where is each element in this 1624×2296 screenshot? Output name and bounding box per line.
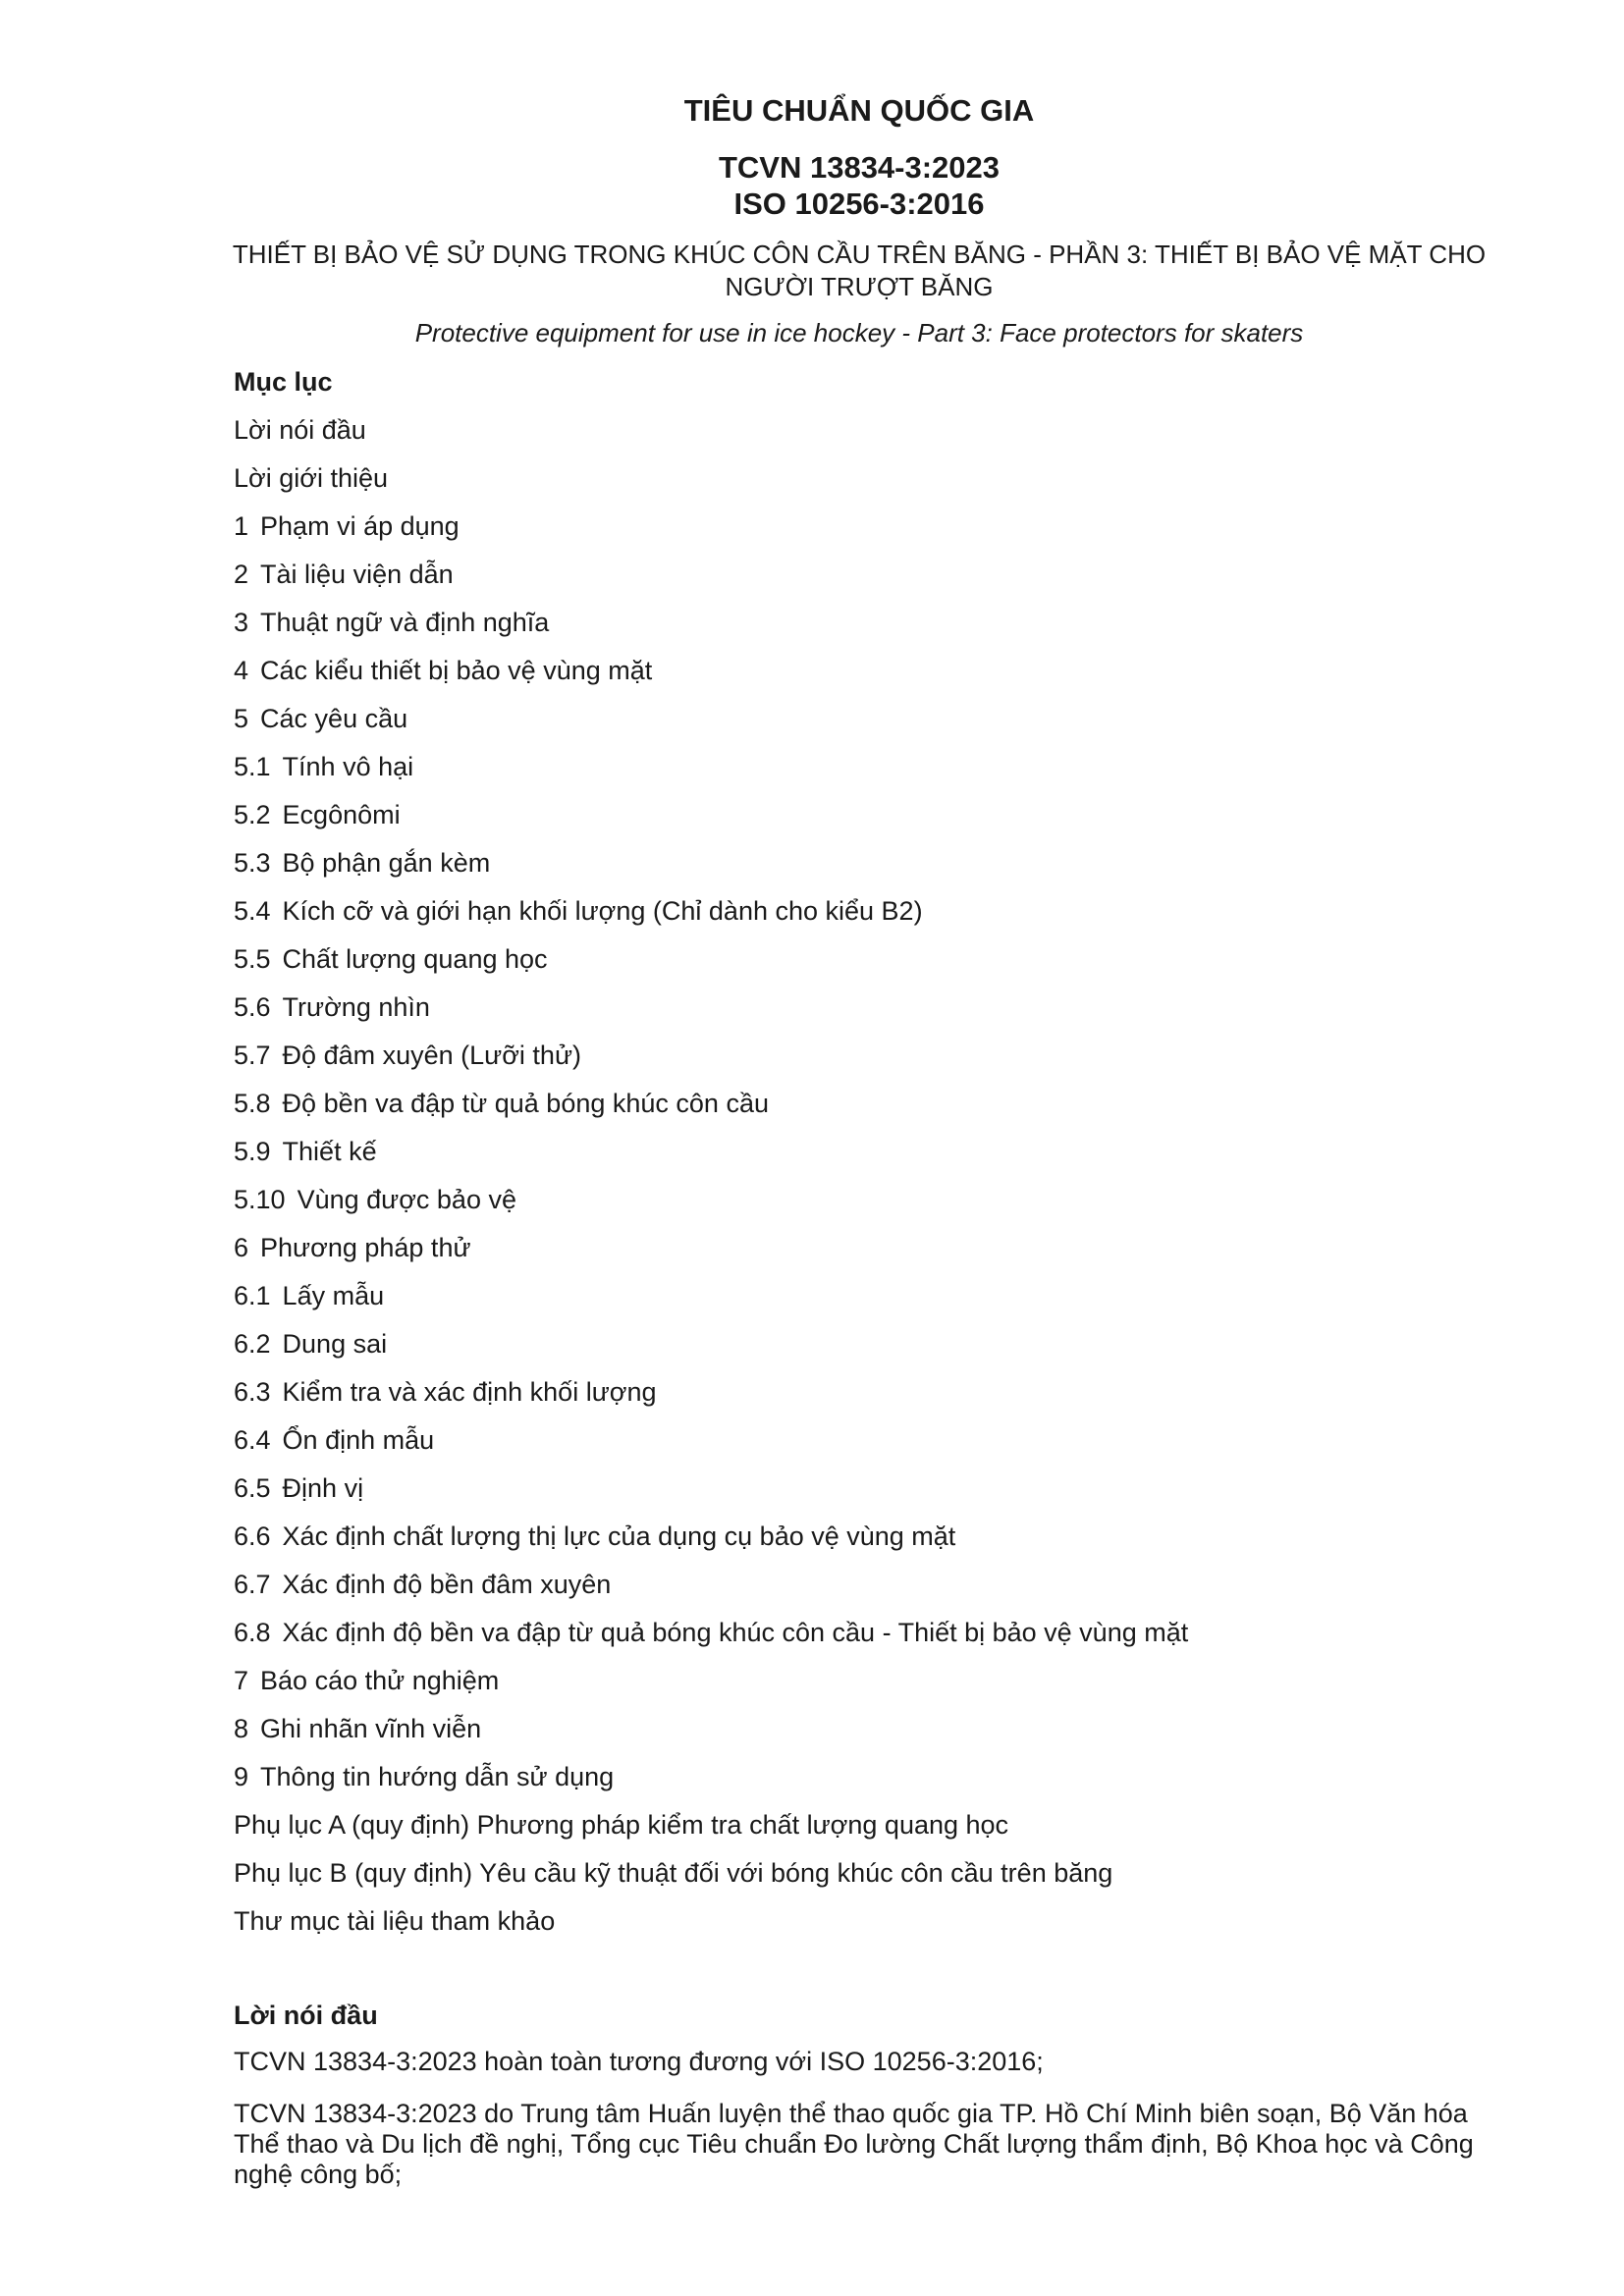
toc-entry[interactable] — [234, 1566, 1490, 1614]
toc-entry-label: Báo cáo thử nghiệm — [260, 1666, 500, 1695]
toc-entry-label: Thuật ngữ và định nghĩa — [260, 608, 550, 637]
toc-entry-label: Chất lượng quang học — [282, 944, 548, 974]
toc-entry-label: Độ bền va đập từ quả bóng khúc côn cầu — [282, 1089, 769, 1118]
toc-entry-label: Phạm vi áp dụng — [260, 511, 460, 541]
toc-entry[interactable] — [234, 1854, 1490, 1902]
toc-entry-label: Định vị — [282, 1473, 364, 1503]
toc-entry-label: Lấy mẫu — [282, 1281, 385, 1310]
toc-entry-number: 6.4 — [234, 1425, 271, 1455]
toc-entry-number: 5.10 — [234, 1185, 286, 1214]
toc-entry-label: Kiểm tra và xác định khối lượng — [282, 1377, 657, 1407]
toc-entry-number: 5.4 — [234, 896, 271, 926]
toc-entry-number: 2 — [234, 560, 249, 589]
tcvn-code: TCVN 13834-3:2023 — [718, 150, 1001, 185]
toc-entry-label: Độ đâm xuyên (Lưỡi thử) — [282, 1041, 582, 1070]
toc-entry[interactable] — [234, 604, 1490, 652]
toc-entry-label: Lời giới thiệu — [234, 463, 388, 493]
toc-entry-number: 5.3 — [234, 848, 271, 878]
toc-entry-number: 3 — [234, 608, 249, 637]
toc-entry-number: 6.8 — [234, 1618, 271, 1647]
toc-entry-number: 6.2 — [234, 1329, 271, 1359]
toc-entry-number: 6.6 — [234, 1522, 271, 1551]
toc-entry-number: 1 — [234, 511, 249, 541]
toc-entry[interactable] — [234, 1325, 1490, 1373]
toc-entry-number: 6 — [234, 1233, 249, 1262]
toc-entry[interactable] — [234, 1614, 1490, 1662]
toc-entry[interactable] — [234, 1806, 1490, 1854]
toc-entry-number: 4 — [234, 656, 249, 685]
toc-entry-label: Bộ phận gắn kèm — [282, 848, 491, 878]
toc-entry-label: Phụ lục A (quy định) Phương pháp kiểm tra chất lượng quang học — [234, 1810, 1009, 1840]
toc-entry[interactable] — [234, 844, 1490, 892]
document-title: THIẾT BỊ BẢO VỆ SỬ DỤNG TRONG KHÚC CÔN CẦU TRÊN BĂNG - PHẦN 3: THIẾT BỊ BẢO VỆ MẶT CHO NGƯỜI TRƯỢT BĂNG — [232, 240, 1487, 301]
toc-entry-label: Ổn định mẫu — [282, 1425, 435, 1455]
toc-entry-number: 5.5 — [234, 944, 271, 974]
toc-entry-label: Thông tin hướng dẫn sử dụng — [260, 1762, 615, 1791]
standard-type-heading: TIÊU CHUẨN QUỐC GIA — [683, 93, 1035, 128]
toc-entry-label: Lời nói đầu — [234, 415, 366, 445]
toc-entry-number: 6.5 — [234, 1473, 271, 1503]
toc-entry-number: 5.6 — [234, 992, 271, 1022]
toc-entry[interactable] — [234, 988, 1490, 1037]
toc-entry-label: Tài liệu viện dẫn — [260, 560, 454, 589]
toc-entry[interactable] — [234, 700, 1490, 748]
toc-entry-number: 5.1 — [234, 752, 271, 781]
toc-entry-label: Phương pháp thử — [260, 1233, 471, 1262]
toc-entry-number: 5.2 — [234, 800, 271, 829]
toc-entry[interactable] — [234, 748, 1490, 796]
toc-entry[interactable] — [234, 1373, 1490, 1421]
toc-entry-number: 5 — [234, 704, 249, 733]
document-title-english: Protective equipment for use in ice hockey - Part 3: Face protectors for skaters — [414, 318, 1304, 347]
toc-entry-label: Thư mục tài liệu tham khảo — [234, 1906, 556, 1936]
toc-entry-number: 6.3 — [234, 1377, 271, 1407]
toc-entry-number: 5.7 — [234, 1041, 271, 1070]
toc-entry[interactable] — [234, 1662, 1490, 1710]
toc-entry-number: 5.8 — [234, 1089, 271, 1118]
toc-entry[interactable] — [234, 1037, 1490, 1085]
toc-entry-label: Xác định chất lượng thị lực của dụng cụ bảo vệ vùng mặt — [282, 1522, 956, 1551]
toc-entry-number: 6.7 — [234, 1570, 271, 1599]
toc-entry-label: Tính vô hại — [282, 752, 414, 781]
toc-entry-number: 9 — [234, 1762, 249, 1791]
toc-heading: Mục lục — [234, 367, 333, 397]
toc-entry-label: Thiết kế — [282, 1137, 377, 1166]
toc-entry[interactable] — [234, 1421, 1490, 1469]
toc-entry[interactable] — [234, 1229, 1490, 1277]
toc-entry-label: Ghi nhãn vĩnh viễn — [260, 1714, 482, 1743]
toc-entry[interactable] — [234, 1710, 1490, 1758]
foreword-paragraph: TCVN 13834-3:2023 do Trung tâm Huấn luyện thể thao quốc gia TP. Hồ Chí Minh biên soạn, Bộ Văn hóa Thể thao và Du lịch đề nghị, Tổng cục Tiêu chuẩn Đo lường Chất lượng thẩm định, Bộ Khoa học và Công nghệ công bố; — [234, 2099, 1474, 2189]
toc-entry-label: Xác định độ bền đâm xuyên — [282, 1570, 612, 1599]
toc-entry[interactable] — [234, 940, 1490, 988]
toc-entry-label: Kích cỡ và giới hạn khối lượng (Chỉ dành cho kiểu B2) — [282, 896, 923, 926]
toc-entry-label: Xác định độ bền va đập từ quả bóng khúc côn cầu - Thiết bị bảo vệ vùng mặt — [282, 1618, 1189, 1647]
toc-entry-number: 6.1 — [234, 1281, 271, 1310]
toc-entry[interactable] — [234, 1902, 1490, 1950]
toc-entry[interactable] — [234, 1469, 1490, 1518]
toc-entry[interactable] — [234, 411, 1490, 459]
toc-entry-label: Vùng được bảo vệ — [297, 1185, 516, 1214]
toc-entry[interactable] — [234, 1181, 1490, 1229]
toc-entry[interactable] — [234, 1277, 1490, 1325]
toc-entry[interactable] — [234, 556, 1490, 604]
toc-entry[interactable] — [234, 652, 1490, 700]
toc-entry[interactable] — [234, 892, 1490, 940]
toc-entry[interactable] — [234, 1518, 1490, 1566]
table-of-contents — [234, 411, 1490, 1950]
toc-entry[interactable] — [234, 1758, 1490, 1806]
toc-entry[interactable] — [234, 459, 1490, 507]
toc-entry[interactable] — [234, 507, 1490, 556]
toc-entry[interactable] — [234, 796, 1490, 844]
foreword-paragraph: TCVN 13834-3:2023 hoàn toàn tương đương với ISO 10256-3:2016; — [234, 2047, 1044, 2076]
toc-entry-label: Các kiểu thiết bị bảo vệ vùng mặt — [260, 656, 653, 685]
toc-entry-label: Các yêu cầu — [260, 704, 408, 733]
standard-codes — [226, 149, 1492, 222]
toc-entry-number: 7 — [234, 1666, 249, 1695]
toc-entry-label: Dung sai — [282, 1329, 388, 1359]
foreword-heading: Lời nói đầu — [234, 2001, 378, 2030]
toc-entry-label: Trường nhìn — [282, 992, 430, 1022]
toc-entry-label: Phụ lục B (quy định) Yêu cầu kỹ thuật đối với bóng khúc côn cầu trên băng — [234, 1858, 1113, 1888]
toc-entry[interactable] — [234, 1133, 1490, 1181]
iso-code: ISO 10256-3:2016 — [733, 187, 985, 221]
toc-entry-number: 8 — [234, 1714, 249, 1743]
toc-entry-label: Ecgônômi — [282, 800, 401, 829]
toc-entry[interactable] — [234, 1085, 1490, 1133]
toc-entry-number: 5.9 — [234, 1137, 271, 1166]
